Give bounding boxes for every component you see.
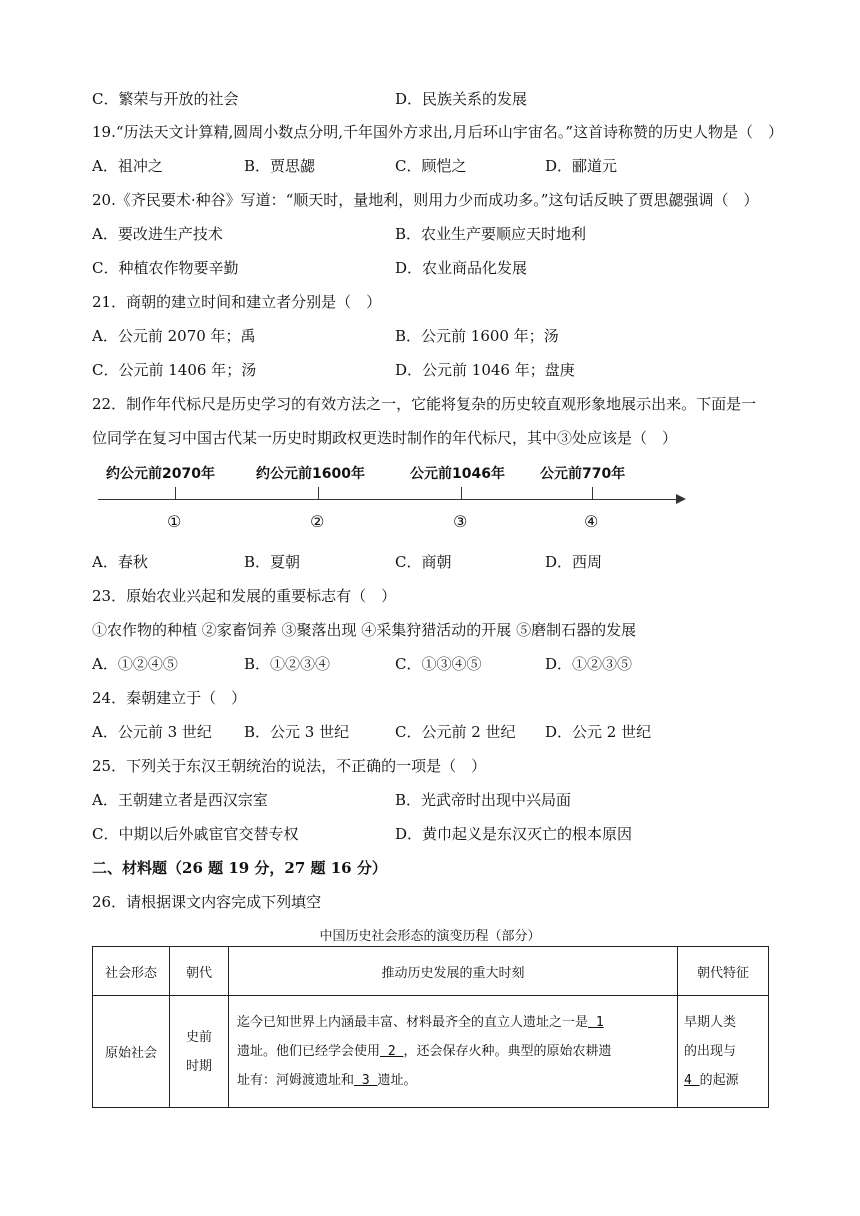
q23-option-d: D．①②③⑤ <box>545 655 633 673</box>
feature-line-3 <box>684 1066 762 1095</box>
q24-stem: 24．秦朝建立于（ ） <box>92 689 247 707</box>
timeline-label-3: 公元前1046年 <box>410 466 505 482</box>
q25-option-d: D．黄巾起义是东汉灭亡的根本原因 <box>395 825 633 843</box>
blank-1[interactable]: 1 <box>588 1015 604 1030</box>
header-social-form: 社会形态 <box>93 947 170 996</box>
q25-option-b: B．光武帝时出现中兴局面 <box>395 791 572 809</box>
q23-stem: 23．原始农业兴起和发展的重要标志有（ ） <box>92 587 397 605</box>
moment-line-1 <box>237 1008 669 1037</box>
blank-4[interactable]: 4 <box>684 1073 700 1088</box>
timeline-label-2: 约公元前1600年 <box>256 466 365 482</box>
cell-social-form: 原始社会 <box>93 996 170 1108</box>
history-table <box>92 946 769 1108</box>
timeline-mark-1: ① <box>167 512 182 531</box>
q24-option-b: B．公元 3 世纪 <box>244 723 350 741</box>
q24-option-a: A．公元前 3 世纪 <box>92 723 212 741</box>
q24-option-d: D．公元 2 世纪 <box>545 723 652 741</box>
timeline-tick-3 <box>461 487 462 499</box>
q24-option-c: C．公元前 2 世纪 <box>395 723 516 741</box>
q25-stem: 25．下列关于东汉王朝统治的说法，不正确的一项是（ ） <box>92 757 487 775</box>
q20-option-b: B．农业生产要顺应天时地利 <box>395 225 587 243</box>
header-features: 朝代特征 <box>678 947 769 996</box>
q23-items: ①农作物的种植 ②家畜饲养 ③聚落出现 ④采集狩猎活动的开展 ⑤磨制石器的发展 <box>92 621 637 639</box>
feature-text: 的出现与 <box>684 1044 737 1059</box>
q19-option-a: A．祖冲之 <box>92 157 163 175</box>
q20-stem: 20.《齐民要术·种谷》写道：“顺天时，量地利，则用力少而成功多。”这句话反映了贾思勰强调（ ） <box>92 191 759 209</box>
q22-stem-line1: 22．制作年代标尺是历史学习的有效方法之一，它能将复杂的历史较直观形象地展示出来。下面是一 <box>92 395 757 413</box>
feature-line-2 <box>684 1037 762 1066</box>
table-header-row <box>93 947 769 996</box>
cell-features <box>678 996 769 1108</box>
q21-stem: 21．商朝的建立时间和建立者分别是（ ） <box>92 293 382 311</box>
dynasty-line-2: 时期 <box>185 1058 212 1074</box>
q18-option-c: C．繁荣与开放的社会 <box>92 90 239 108</box>
q19-option-b: B．贾思勰 <box>244 157 316 175</box>
timeline-label-4: 公元前770年 <box>540 466 626 482</box>
chronology-timeline <box>92 455 692 535</box>
cell-major-moments <box>229 996 678 1108</box>
q23-option-c: C．①③④⑤ <box>395 655 482 673</box>
timeline-label-1: 约公元前2070年 <box>106 466 215 482</box>
timeline-axis <box>98 499 678 500</box>
q18-option-d: D．民族关系的发展 <box>395 90 528 108</box>
moment-text: ，还会保存火种。典型的原始农耕遗 <box>403 1044 612 1059</box>
moment-text: 遗址。 <box>377 1073 417 1088</box>
moment-text: 遗址。他们已经学会使用 <box>237 1044 381 1059</box>
q20-option-c: C．种植农作物要辛勤 <box>92 259 239 277</box>
feature-text: 的起源 <box>699 1073 739 1088</box>
q22-option-c: C．商朝 <box>395 553 452 571</box>
q23-option-b: B．①②③④ <box>244 655 331 673</box>
timeline-mark-4: ④ <box>584 512 599 531</box>
q21-option-b: B．公元前 1600 年；汤 <box>395 327 559 345</box>
q21-option-c: C．公元前 1406 年；汤 <box>92 361 257 379</box>
q19-option-c: C．顾恺之 <box>395 157 467 175</box>
q23-option-a: A．①②④⑤ <box>92 655 178 673</box>
timeline-tick-2 <box>318 487 319 499</box>
q19-stem: 19.“历法天文计算精,圆周小数点分明,千年国外方求出,月后环山宇宙名。”这首诗称赞的历史人物是（ ） <box>92 123 784 141</box>
section-title: 二、材料题（26 题 19 分，27 题 16 分） <box>92 859 387 877</box>
feature-line-1: 早期人类 <box>684 1015 737 1030</box>
timeline-tick-4 <box>592 487 593 499</box>
q26-stem: 26．请根据课文内容完成下列填空 <box>92 893 322 911</box>
table-caption: 中国历史社会形态的演变历程（部分） <box>319 929 541 944</box>
header-dynasty: 朝代 <box>170 947 229 996</box>
q25-option-a: A．王朝建立者是西汉宗室 <box>92 791 268 809</box>
blank-2[interactable]: 2 <box>380 1044 404 1059</box>
moment-text: 迄今已知世界上内涵最丰富、材料最齐全的直立人遗址之一是 <box>237 1015 589 1030</box>
moment-text: 址有：河姆渡遗址和 <box>237 1073 355 1088</box>
moment-line-3 <box>237 1066 669 1095</box>
timeline-mark-3: ③ <box>453 512 468 531</box>
q22-stem-line2: 位同学在复习中国古代某一历史时期政权更迭时制作的年代标尺，其中③处应该是（ ） <box>92 429 678 447</box>
q22-option-a: A．春秋 <box>92 553 148 571</box>
q20-option-d: D．农业商品化发展 <box>395 259 528 277</box>
q22-option-d: D．西周 <box>545 553 603 571</box>
moment-line-2 <box>237 1037 669 1066</box>
timeline-arrow-icon <box>676 494 686 504</box>
q25-option-c: C．中期以后外戚宦官交替专权 <box>92 825 299 843</box>
blank-3[interactable]: 3 <box>354 1073 378 1088</box>
cell-dynasty <box>170 996 229 1108</box>
q19-option-d: D．郦道元 <box>545 157 618 175</box>
header-major-moments: 推动历史发展的重大时刻 <box>229 947 678 996</box>
timeline-tick-1 <box>175 487 176 499</box>
table-row <box>93 996 769 1108</box>
q22-option-b: B．夏朝 <box>244 553 301 571</box>
q20-option-a: A．要改进生产技术 <box>92 225 223 243</box>
q21-option-a: A．公元前 2070 年；禹 <box>92 327 256 345</box>
timeline-mark-2: ② <box>310 512 325 531</box>
dynasty-line-1: 史前 <box>185 1029 212 1045</box>
q21-option-d: D．公元前 1046 年；盘庚 <box>395 361 575 379</box>
